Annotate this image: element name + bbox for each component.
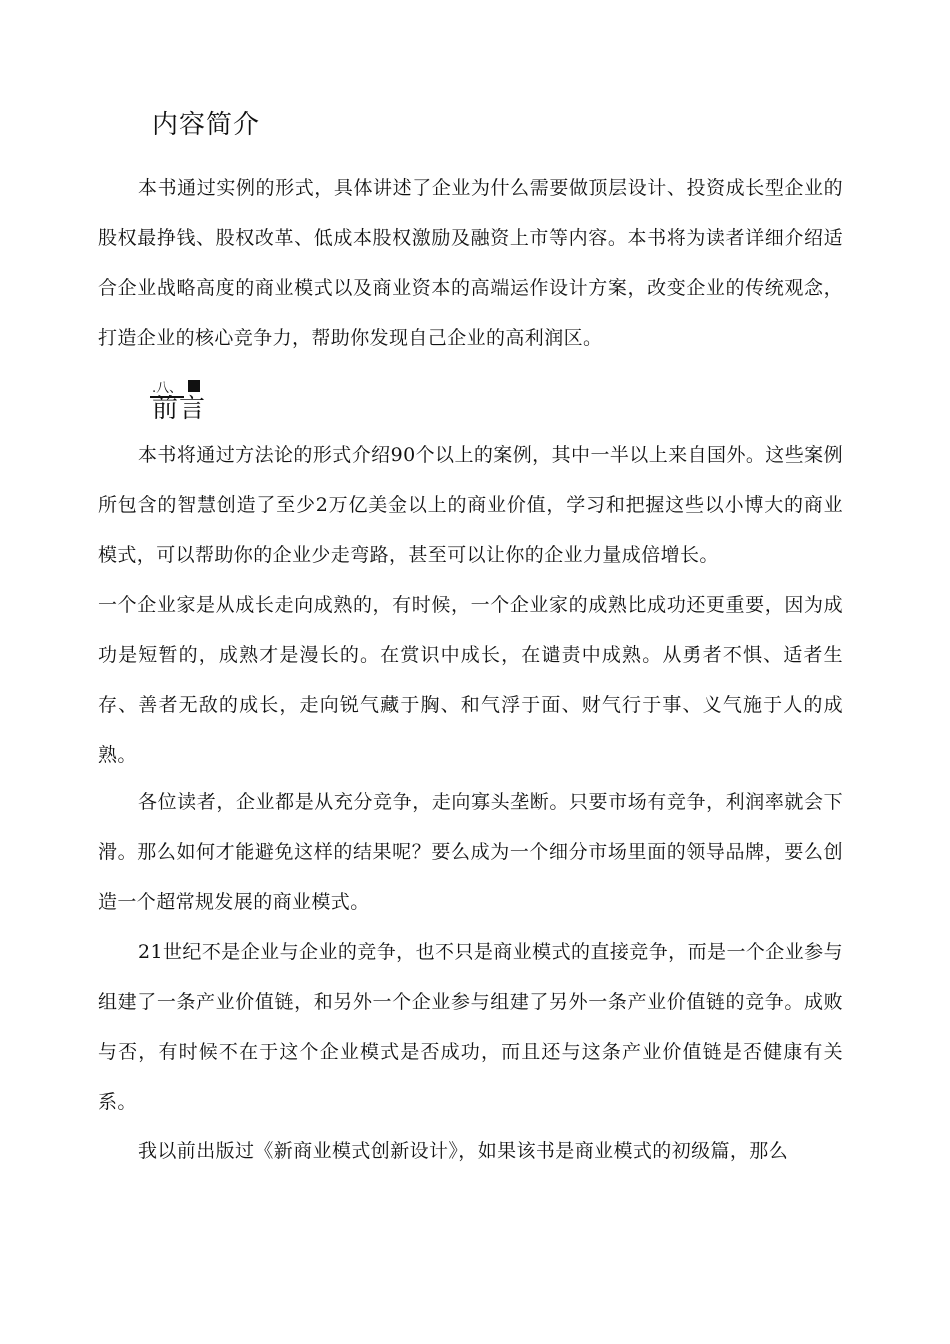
black-square-icon <box>188 380 200 392</box>
preface-paragraph-3: 各位读者，企业都是从充分竞争，走向寡头垄断。只要市场有竞争，利润率就会下滑。那么如何才能避免这样的结果呢？要么成为一个细分市场里面的领导品牌，要么创造一个超常规发展的商业模式。 <box>98 791 843 913</box>
preface-paragraph-1: 本书将通过方法论的形式介绍90个以上的案例，其中一半以上来自国外。这些案例所包含的智慧创造了至少2万亿美金以上的商业价值，学习和把握这些以小博大的商业模式，可以帮助你的企业少走弯路，甚至可以让你的企业力量成倍增长。 <box>98 444 843 566</box>
preface-paragraph-5: 我以前出版过《新商业模式创新设计》，如果该书是商业模式的初级篇，那么 <box>138 1140 789 1162</box>
preface-paragraph-2: 一个企业家是从成长走向成熟的，有时候，一个企业家的成熟比成功还更重要，因为成功是短暂的，成熟才是漫长的。在赏识中成长，在谴责中成熟。从勇者不惧、适者生存、善者无敌的成长，走向锐气藏于胸、和气浮于面、财气行于事、义气施于人的成熟。 <box>98 594 843 766</box>
intro-paragraph: 本书通过实例的形式，具体讲述了企业为什么需要做顶层设计、投资成长型企业的股权最挣钱、股权改革、低成本股权激励及融资上市等内容。本书将为读者详细介绍适合企业战略高度的商业模式以及商业资本的高端运作设计方案，改变企业的传统观念，打造企业的核心竞争力，帮助你发现自己企业的高利润区。 <box>98 177 843 349</box>
preface-paragraph-4: 21世纪不是企业与企业的竞争，也不只是商业模式的直接竞争，而是一个企业参与组建了一条产业价值链，和另外一个企业参与组建了另外一条产业价值链的竞争。成败与否，有时候不在于这个企业模式是否成功，而且还与这条产业价值链是否健康有关系。 <box>98 941 843 1113</box>
intro-heading: 内容简介 <box>152 110 261 140</box>
section-mark-text: .八、 <box>152 381 183 396</box>
preface-heading: 前言 <box>152 394 207 424</box>
